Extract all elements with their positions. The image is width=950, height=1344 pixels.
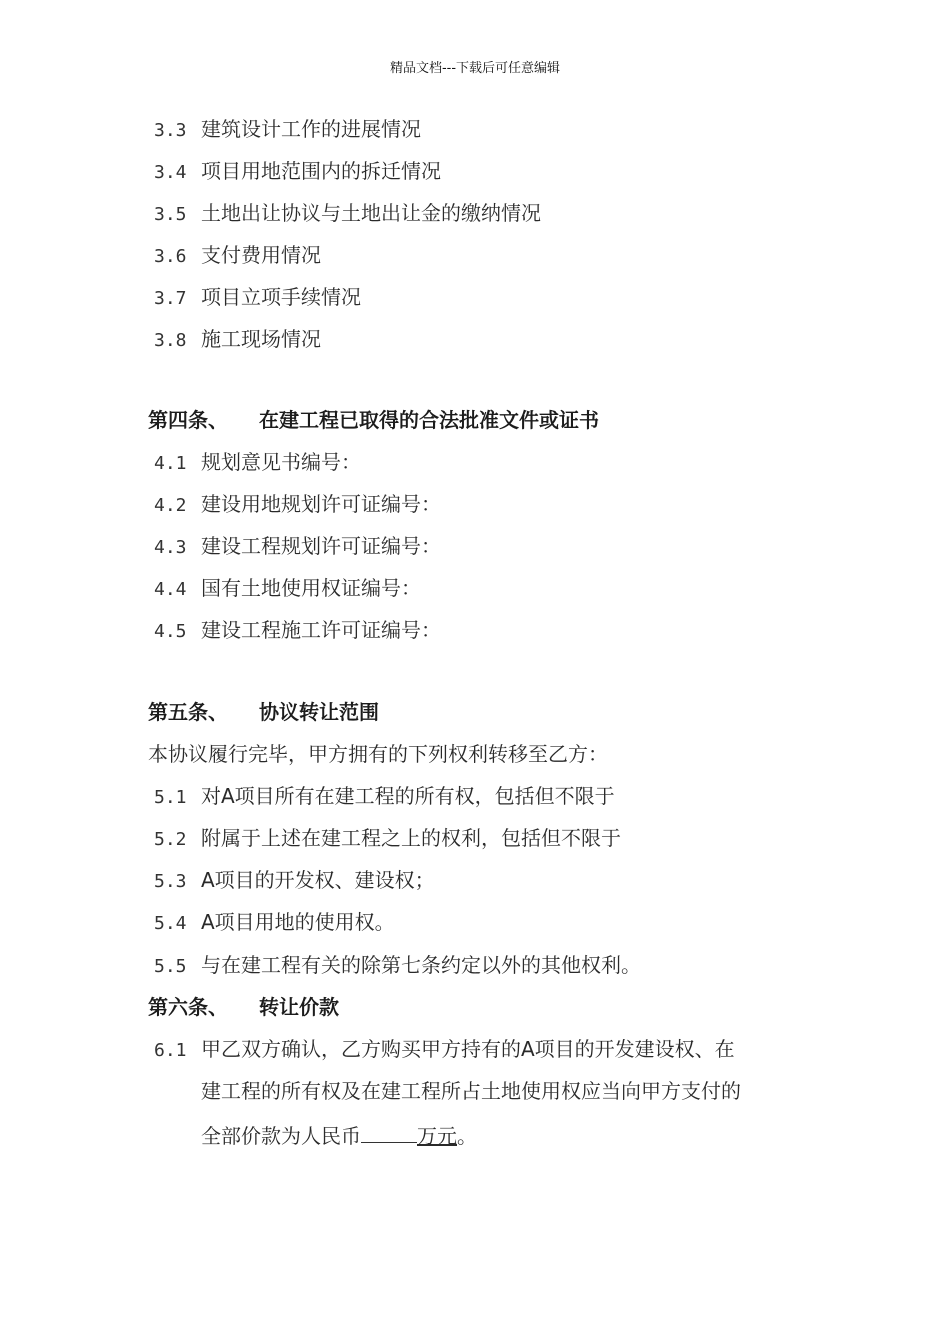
item-text: 附属于上述在建工程之上的权利，包括但不限于 [201, 826, 621, 850]
list-item [148, 448, 361, 478]
price-unit: 万元 [417, 1124, 457, 1148]
list-item [148, 115, 421, 145]
list-item [148, 532, 441, 562]
price-prefix: 全部价款为人民币 [201, 1124, 361, 1148]
item-text: 建设工程规划许可证编号： [201, 534, 441, 558]
item-text: 项目立项手续情况 [201, 285, 361, 309]
item-number: 4.1 [154, 453, 187, 474]
article-6-heading [148, 993, 339, 1021]
item-text: 施工现场情况 [201, 327, 321, 351]
item-number: 3.5 [154, 204, 187, 225]
item-number: 5.1 [154, 787, 187, 808]
article-label: 第五条、 [148, 700, 228, 724]
list-item [148, 908, 395, 938]
article-label: 第六条、 [148, 995, 228, 1019]
item-text: 项目用地范围内的拆迁情况 [201, 159, 441, 183]
article-5-heading [148, 698, 379, 726]
item-number: 4.2 [154, 495, 187, 516]
item-text: 建设工程施工许可证编号： [201, 618, 441, 642]
item-text: 规划意见书编号： [201, 450, 361, 474]
list-item [148, 866, 435, 896]
item-number: 3.3 [154, 120, 187, 141]
list-item [148, 616, 441, 646]
article-title: 协议转让范围 [259, 700, 379, 724]
item-text: A项目用地的使用权。 [201, 910, 395, 934]
item-text: 甲乙双方确认，乙方购买甲方持有的A项目的开发建设权、在 [201, 1037, 735, 1061]
list-item [148, 283, 361, 313]
list-item [148, 1035, 735, 1065]
list-item [148, 782, 615, 812]
item-text: A项目的开发权、建设权； [201, 868, 435, 892]
article-title: 在建工程已取得的合法批准文件或证书 [259, 408, 599, 432]
item-number: 6.1 [154, 1040, 187, 1061]
item-text: 建设用地规划许可证编号： [201, 492, 441, 516]
article-label: 第四条、 [148, 408, 228, 432]
list-item [148, 157, 441, 187]
item-number: 3.6 [154, 246, 187, 267]
item-number: 5.3 [154, 871, 187, 892]
list-item [148, 824, 621, 854]
list-item [148, 951, 641, 981]
item-number: 5.5 [154, 956, 187, 977]
article-4-heading [148, 406, 599, 434]
item-text: 土地出让协议与土地出让金的缴纳情况 [201, 201, 541, 225]
item-number: 4.5 [154, 621, 187, 642]
article-5-intro: 本协议履行完毕，甲方拥有的下列权利转移至乙方： [148, 742, 608, 766]
item-text: 与在建工程有关的除第七条约定以外的其他权利。 [201, 953, 641, 977]
item-text-continuation: 建工程的所有权及在建工程所占土地使用权应当向甲方支付的 [201, 1079, 741, 1103]
article-title: 转让价款 [259, 995, 339, 1019]
item-number: 3.7 [154, 288, 187, 309]
item-text: 对A项目所有在建工程的所有权，包括但不限于 [201, 784, 615, 808]
item-number: 4.4 [154, 579, 187, 600]
item-text: 建筑设计工作的进展情况 [201, 117, 421, 141]
page-header: 精品文档---下载后可任意编辑 [389, 61, 561, 76]
list-item [148, 325, 321, 355]
item-number: 5.4 [154, 913, 187, 934]
item-number: 3.4 [154, 162, 187, 183]
list-item [148, 199, 541, 229]
item-number: 3.8 [154, 330, 187, 351]
price-blank [361, 1120, 417, 1143]
list-item [148, 241, 321, 271]
item-text-continuation [201, 1120, 477, 1150]
item-number: 4.3 [154, 537, 187, 558]
item-text: 支付费用情况 [201, 243, 321, 267]
price-suffix: 。 [457, 1124, 477, 1148]
list-item [148, 574, 421, 604]
list-item [148, 490, 441, 520]
item-text: 国有土地使用权证编号： [201, 576, 421, 600]
item-number: 5.2 [154, 829, 187, 850]
